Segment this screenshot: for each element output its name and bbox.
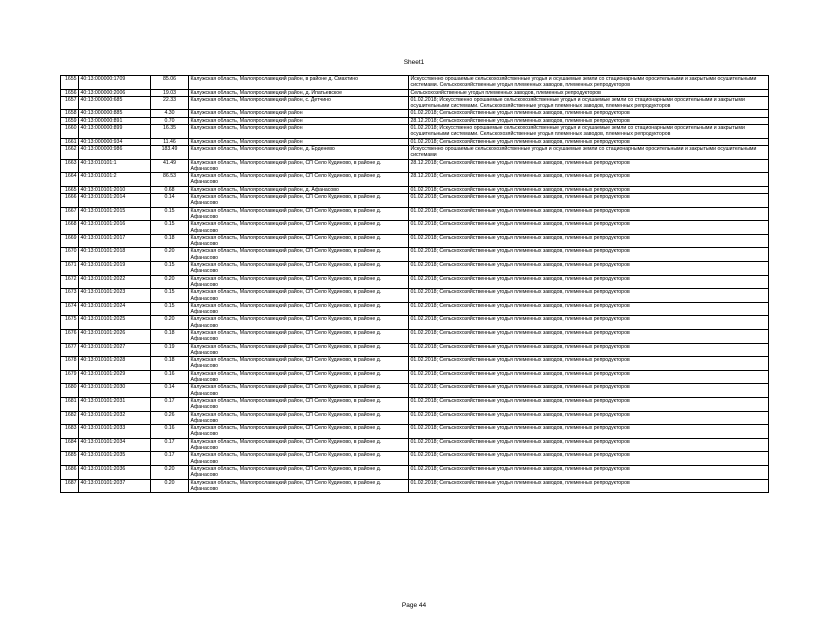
area-cell: 22.33 bbox=[151, 96, 189, 110]
table-row bbox=[61, 234, 769, 248]
area-cell: 0.18 bbox=[151, 234, 189, 248]
land-use-cell: 01.02.2018; Сельскохозяйственные угодья племенных заводов, племенных репродукторов bbox=[409, 452, 769, 466]
land-parcels-table bbox=[60, 75, 769, 493]
address-cell: Калужская область, Малоярославецкий район, с. Детчино bbox=[189, 96, 409, 110]
address-cell: Калужская область, Малоярославецкий район, СП Село Кудиново, в районе д. Афанасово bbox=[189, 316, 409, 330]
area-cell: 0.19 bbox=[151, 343, 189, 357]
land-use-cell: 01.02.2018; Сельскохозяйственные угодья племенных заводов, племенных репродукторов bbox=[409, 397, 769, 411]
address-cell: Калужская область, Малоярославецкий район, СП Село Кудиново, в районе д. Афанасово bbox=[189, 221, 409, 235]
address-cell: Калужская область, Малоярославецкий район, СП Село Кудиново, в районе д. Афанасово bbox=[189, 262, 409, 276]
row-number-cell: 1682 bbox=[61, 411, 79, 425]
row-number-cell: 1664 bbox=[61, 173, 79, 187]
address-cell: Калужская область, Малоярославецкий район, СП Село Кудиново, в районе д. Афанасово bbox=[189, 329, 409, 343]
table-row bbox=[61, 479, 769, 493]
cadastral-number-cell: 40:13:010101:2034 bbox=[79, 438, 151, 452]
address-cell: Калужская область, Малоярославецкий район, СП Село Кудиново, в районе д. Афанасово bbox=[189, 357, 409, 371]
area-cell: 183.49 bbox=[151, 145, 189, 159]
cadastral-number-cell: 40:13:010101:2025 bbox=[79, 316, 151, 330]
address-cell: Калужская область, Малоярославецкий район, д. Ипатьевское bbox=[189, 89, 409, 96]
cadastral-number-cell: 40:13:010101:2026 bbox=[79, 329, 151, 343]
row-number-cell: 1662 bbox=[61, 145, 79, 159]
cadastral-number-cell: 40:13:000000:891 bbox=[79, 117, 151, 124]
row-number-cell: 1670 bbox=[61, 248, 79, 262]
land-use-cell: 01.02.2018; Сельскохозяйственные угодья племенных заводов, племенных репродукторов bbox=[409, 186, 769, 193]
area-cell: 0.15 bbox=[151, 289, 189, 303]
row-number-cell: 1669 bbox=[61, 234, 79, 248]
row-number-cell: 1660 bbox=[61, 125, 79, 139]
address-cell: Калужская область, Малоярославецкий район, СП Село Кудиново, в районе д. Афанасово bbox=[189, 234, 409, 248]
cadastral-number-cell: 40:13:000000:986 bbox=[79, 145, 151, 159]
table-row bbox=[61, 125, 769, 139]
row-number-cell: 1657 bbox=[61, 96, 79, 110]
row-number-cell: 1677 bbox=[61, 343, 79, 357]
area-cell: 0.17 bbox=[151, 452, 189, 466]
address-cell: Калужская область, Малоярославецкий район, в районе д. Смахтино bbox=[189, 76, 409, 90]
address-cell: Калужская область, Малоярославецкий район, СП Село Кудиново, в районе д. Афанасово bbox=[189, 343, 409, 357]
cadastral-number-cell: 40:13:010101:2017 bbox=[79, 234, 151, 248]
land-use-cell: 28.12.2018; Сельскохозяйственные угодья племенных заводов, племенных репродукторов bbox=[409, 117, 769, 124]
row-number-cell: 1666 bbox=[61, 194, 79, 208]
area-cell: 0.20 bbox=[151, 316, 189, 330]
table-row bbox=[61, 221, 769, 235]
table-row bbox=[61, 248, 769, 262]
cadastral-number-cell: 40:13:010101:2014 bbox=[79, 194, 151, 208]
cadastral-number-cell: 40:13:000000:934 bbox=[79, 138, 151, 145]
area-cell: 0.14 bbox=[151, 384, 189, 398]
land-use-cell: 01.02.2018; Сельскохозяйственные угодья племенных заводов, племенных репродукторов bbox=[409, 425, 769, 439]
table-row bbox=[61, 207, 769, 221]
land-use-cell: 01.02.2018; Сельскохозяйственные угодья племенных заводов, племенных репродукторов bbox=[409, 262, 769, 276]
table-row bbox=[61, 343, 769, 357]
land-use-cell: 01.02.2018; Сельскохозяйственные угодья племенных заводов, племенных репродукторов bbox=[409, 110, 769, 117]
table-row bbox=[61, 465, 769, 479]
row-number-cell: 1687 bbox=[61, 479, 79, 493]
row-number-cell: 1686 bbox=[61, 465, 79, 479]
area-cell: 0.16 bbox=[151, 425, 189, 439]
land-use-cell: 01.02.2018; Сельскохозяйственные угодья племенных заводов, племенных репродукторов bbox=[409, 234, 769, 248]
land-use-cell: 01.02.2018; Сельскохозяйственные угодья племенных заводов, племенных репродукторов bbox=[409, 275, 769, 289]
land-use-cell: 01.02.2018; Сельскохозяйственные угодья племенных заводов, племенных репродукторов bbox=[409, 384, 769, 398]
address-cell: Калужская область, Малоярославецкий район, СП Село Кудиново, в районе д. Афанасово bbox=[189, 207, 409, 221]
cadastral-number-cell: 40:13:000000:1709 bbox=[79, 76, 151, 90]
land-use-cell: 01.02.2018; Сельскохозяйственные угодья племенных заводов, племенных репродукторов bbox=[409, 302, 769, 316]
cadastral-number-cell: 40:13:010101:2035 bbox=[79, 452, 151, 466]
table-row bbox=[61, 89, 769, 96]
cadastral-number-cell: 40:13:010101:2015 bbox=[79, 207, 151, 221]
area-cell: 0.15 bbox=[151, 221, 189, 235]
area-cell: 0.18 bbox=[151, 357, 189, 371]
address-cell: Калужская область, Малоярославецкий район, СП Село Кудиново, в районе д. Афанасово bbox=[189, 397, 409, 411]
table-row bbox=[61, 138, 769, 145]
area-cell: 0.20 bbox=[151, 479, 189, 493]
table-row bbox=[61, 329, 769, 343]
cadastral-number-cell: 40:13:010101:2029 bbox=[79, 370, 151, 384]
cadastral-number-cell: 40:13:010101:2 bbox=[79, 173, 151, 187]
table-row bbox=[61, 275, 769, 289]
table-row bbox=[61, 452, 769, 466]
table-row bbox=[61, 145, 769, 159]
cadastral-number-cell: 40:13:010101:2016 bbox=[79, 221, 151, 235]
cadastral-number-cell: 40:13:010101:2036 bbox=[79, 465, 151, 479]
row-number-cell: 1655 bbox=[61, 76, 79, 90]
area-cell: 85.06 bbox=[151, 76, 189, 90]
address-cell: Калужская область, Малоярославецкий район, СП Село Кудиново, в районе д. Афанасово bbox=[189, 479, 409, 493]
land-use-cell: Сельскохозяйственные угодья племенных заводов, племенных репродукторов bbox=[409, 89, 769, 96]
land-use-cell: 01.02.2018; Сельскохозяйственные угодья племенных заводов, племенных репродукторов bbox=[409, 289, 769, 303]
area-cell: 0.18 bbox=[151, 329, 189, 343]
cadastral-number-cell: 40:13:010101:2032 bbox=[79, 411, 151, 425]
table-row bbox=[61, 262, 769, 276]
cadastral-number-cell: 40:13:010101:2037 bbox=[79, 479, 151, 493]
land-use-cell: Искусственно орошаемые сельскохозяйственные угодья и осушаемые земли со стационарными оросительными и закрытыми осушительными системами. Сельскохозяйственные угодья племенных заводов, племенных репродукторов bbox=[409, 76, 769, 90]
page-number: Page 44 bbox=[401, 602, 427, 609]
land-use-cell: 01.02.2018; Сельскохозяйственные угодья племенных заводов, племенных репродукторов bbox=[409, 138, 769, 145]
table-row bbox=[61, 117, 769, 124]
address-cell: Калужская область, Малоярославецкий район bbox=[189, 125, 409, 139]
address-cell: Калужская область, Малоярославецкий район, СП Село Кудиново, в районе д. Афанасово bbox=[189, 159, 409, 173]
table-row bbox=[61, 316, 769, 330]
address-cell: Калужская область, Малоярославецкий район, СП Село Кудиново, в районе д. Афанасово bbox=[189, 452, 409, 466]
row-number-cell: 1671 bbox=[61, 262, 79, 276]
table-row bbox=[61, 370, 769, 384]
cadastral-number-cell: 40:13:000000:685 bbox=[79, 96, 151, 110]
area-cell: 0.20 bbox=[151, 275, 189, 289]
table-row bbox=[61, 302, 769, 316]
area-cell: 4.30 bbox=[151, 110, 189, 117]
land-use-cell: 28.12.2018; Сельскохозяйственные угодья племенных заводов, племенных репродукторов bbox=[409, 173, 769, 187]
cadastral-number-cell: 40:13:000000:899 bbox=[79, 125, 151, 139]
land-use-cell: 01.02.2018; Сельскохозяйственные угодья племенных заводов, племенных репродукторов bbox=[409, 465, 769, 479]
cadastral-number-cell: 40:13:010101:2027 bbox=[79, 343, 151, 357]
cadastral-number-cell: 40:13:000000:885 bbox=[79, 110, 151, 117]
cadastral-number-cell: 40:13:010101:2022 bbox=[79, 275, 151, 289]
address-cell: Калужская область, Малоярославецкий район, СП Село Кудиново, в районе д. Афанасово bbox=[189, 173, 409, 187]
table-row bbox=[61, 110, 769, 117]
address-cell: Калужская область, Малоярославецкий район, СП Село Кудиново, в районе д. Афанасово bbox=[189, 194, 409, 208]
row-number-cell: 1674 bbox=[61, 302, 79, 316]
land-use-cell: 01.02.2018; Сельскохозяйственные угодья племенных заводов, племенных репродукторов bbox=[409, 248, 769, 262]
table-body bbox=[61, 76, 769, 493]
table-row bbox=[61, 76, 769, 90]
row-number-cell: 1680 bbox=[61, 384, 79, 398]
land-use-cell: 01.02.2018; Сельскохозяйственные угодья племенных заводов, племенных репродукторов bbox=[409, 370, 769, 384]
land-use-cell: 01.02.2018; Искусственно орошаемые сельскохозяйственные угодья и осушаемые земли со стационарными оросительными и закрытыми осушительными системами. Сельскохозяйственные угодья племенных заводов, племенных репродукторов bbox=[409, 125, 769, 139]
row-number-cell: 1673 bbox=[61, 289, 79, 303]
table-row bbox=[61, 425, 769, 439]
area-cell: 0.68 bbox=[151, 186, 189, 193]
area-cell: 0.15 bbox=[151, 302, 189, 316]
row-number-cell: 1668 bbox=[61, 221, 79, 235]
table-row bbox=[61, 438, 769, 452]
row-number-cell: 1683 bbox=[61, 425, 79, 439]
table-row bbox=[61, 173, 769, 187]
address-cell: Калужская область, Малоярославецкий район bbox=[189, 117, 409, 124]
table-row bbox=[61, 194, 769, 208]
cadastral-number-cell: 40:13:010101:2031 bbox=[79, 397, 151, 411]
address-cell: Калужская область, Малоярославецкий район, СП Село Кудиново, в районе д. Афанасово bbox=[189, 302, 409, 316]
cadastral-number-cell: 40:13:010101:2033 bbox=[79, 425, 151, 439]
row-number-cell: 1676 bbox=[61, 329, 79, 343]
table-row bbox=[61, 289, 769, 303]
cadastral-number-cell: 40:13:010101:2010 bbox=[79, 186, 151, 193]
land-use-cell: 01.02.2018; Сельскохозяйственные угодья племенных заводов, племенных репродукторов bbox=[409, 411, 769, 425]
table-row bbox=[61, 384, 769, 398]
area-cell: 19.03 bbox=[151, 89, 189, 96]
cadastral-number-cell: 40:13:010101:1 bbox=[79, 159, 151, 173]
table-row bbox=[61, 159, 769, 173]
row-number-cell: 1667 bbox=[61, 207, 79, 221]
land-use-cell: 01.02.2018; Сельскохозяйственные угодья племенных заводов, племенных репродукторов bbox=[409, 479, 769, 493]
address-cell: Калужская область, Малоярославецкий район, СП Село Кудиново, в районе д. Афанасово bbox=[189, 275, 409, 289]
address-cell: Калужская область, Малоярославецкий район, СП Село Кудиново, в районе д. Афанасово bbox=[189, 438, 409, 452]
land-use-cell: 01.02.2018; Сельскохозяйственные угодья племенных заводов, племенных репродукторов bbox=[409, 329, 769, 343]
row-number-cell: 1659 bbox=[61, 117, 79, 124]
cadastral-number-cell: 40:13:010101:2023 bbox=[79, 289, 151, 303]
sheet-title: Sheet1 bbox=[403, 59, 425, 66]
land-use-cell: 01.02.2018; Сельскохозяйственные угодья племенных заводов, племенных репродукторов bbox=[409, 438, 769, 452]
row-number-cell: 1681 bbox=[61, 397, 79, 411]
cadastral-number-cell: 40:13:010101:2018 bbox=[79, 248, 151, 262]
area-cell: 16.35 bbox=[151, 125, 189, 139]
row-number-cell: 1658 bbox=[61, 110, 79, 117]
row-number-cell: 1663 bbox=[61, 159, 79, 173]
row-number-cell: 1685 bbox=[61, 452, 79, 466]
land-use-cell: 01.02.2018; Сельскохозяйственные угодья племенных заводов, племенных репродукторов bbox=[409, 357, 769, 371]
area-cell: 0.15 bbox=[151, 262, 189, 276]
table-row bbox=[61, 186, 769, 193]
cadastral-number-cell: 40:13:010101:2019 bbox=[79, 262, 151, 276]
row-number-cell: 1684 bbox=[61, 438, 79, 452]
row-number-cell: 1672 bbox=[61, 275, 79, 289]
land-use-cell: 01.02.2018; Сельскохозяйственные угодья племенных заводов, племенных репродукторов bbox=[409, 221, 769, 235]
cadastral-number-cell: 40:13:010101:2030 bbox=[79, 384, 151, 398]
area-cell: 0.16 bbox=[151, 370, 189, 384]
address-cell: Калужская область, Малоярославецкий район bbox=[189, 110, 409, 117]
table-row bbox=[61, 397, 769, 411]
land-use-cell: 01.02.2018; Сельскохозяйственные угодья племенных заводов, племенных репродукторов bbox=[409, 207, 769, 221]
land-use-cell: 01.02.2018; Сельскохозяйственные угодья племенных заводов, племенных репродукторов bbox=[409, 316, 769, 330]
area-cell: 0.17 bbox=[151, 438, 189, 452]
cadastral-number-cell: 40:13:010101:2028 bbox=[79, 357, 151, 371]
address-cell: Калужская область, Малоярославецкий район, д. Ерденево bbox=[189, 145, 409, 159]
area-cell: 0.20 bbox=[151, 465, 189, 479]
land-use-cell: 28.12.2018; Сельскохозяйственные угодья племенных заводов, племенных репродукторов bbox=[409, 159, 769, 173]
land-use-cell: 01.02.2018; Сельскохозяйственные угодья племенных заводов, племенных репродукторов bbox=[409, 343, 769, 357]
address-cell: Калужская область, Малоярославецкий район, д. Афанасово bbox=[189, 186, 409, 193]
table-row bbox=[61, 357, 769, 371]
area-cell: 11.46 bbox=[151, 138, 189, 145]
land-use-cell: Искусственно орошаемые сельскохозяйственные угодья и осушаемые земли со стационарными оросительными и закрытыми осушительными системами bbox=[409, 145, 769, 159]
land-use-cell: 01.02.2018; Сельскохозяйственные угодья племенных заводов, племенных репродукторов bbox=[409, 194, 769, 208]
address-cell: Калужская область, Малоярославецкий район, СП Село Кудиново, в районе д. Афанасово bbox=[189, 425, 409, 439]
area-cell: 86.53 bbox=[151, 173, 189, 187]
row-number-cell: 1665 bbox=[61, 186, 79, 193]
row-number-cell: 1678 bbox=[61, 357, 79, 371]
area-cell: 0.14 bbox=[151, 194, 189, 208]
row-number-cell: 1675 bbox=[61, 316, 79, 330]
row-number-cell: 1656 bbox=[61, 89, 79, 96]
area-cell: 0.26 bbox=[151, 411, 189, 425]
address-cell: Калужская область, Малоярославецкий район bbox=[189, 138, 409, 145]
area-cell: 0.70 bbox=[151, 117, 189, 124]
address-cell: Калужская область, Малоярославецкий район, СП Село Кудиново, в районе д. Афанасово bbox=[189, 465, 409, 479]
address-cell: Калужская область, Малоярославецкий район, СП Село Кудиново, в районе д. Афанасово bbox=[189, 248, 409, 262]
address-cell: Калужская область, Малоярославецкий район, СП Село Кудиново, в районе д. Афанасово bbox=[189, 384, 409, 398]
area-cell: 0.15 bbox=[151, 207, 189, 221]
area-cell: 41.49 bbox=[151, 159, 189, 173]
table-row bbox=[61, 96, 769, 110]
cadastral-number-cell: 40:13:010101:2024 bbox=[79, 302, 151, 316]
address-cell: Калужская область, Малоярославецкий район, СП Село Кудиново, в районе д. Афанасово bbox=[189, 289, 409, 303]
address-cell: Калужская область, Малоярославецкий район, СП Село Кудиново, в районе д. Афанасово bbox=[189, 411, 409, 425]
cadastral-number-cell: 40:13:000000:2006 bbox=[79, 89, 151, 96]
row-number-cell: 1679 bbox=[61, 370, 79, 384]
table-row bbox=[61, 411, 769, 425]
land-use-cell: 01.02.2018; Искусственно орошаемые сельскохозяйственные угодья и осушаемые земли со стационарными оросительными и закрытыми осушительными системами. Сельскохозяйственные угодья племенных заводов, племенных репродукторов bbox=[409, 96, 769, 110]
address-cell: Калужская область, Малоярославецкий район, СП Село Кудиново, в районе д. Афанасово bbox=[189, 370, 409, 384]
row-number-cell: 1661 bbox=[61, 138, 79, 145]
area-cell: 0.17 bbox=[151, 397, 189, 411]
area-cell: 0.20 bbox=[151, 248, 189, 262]
